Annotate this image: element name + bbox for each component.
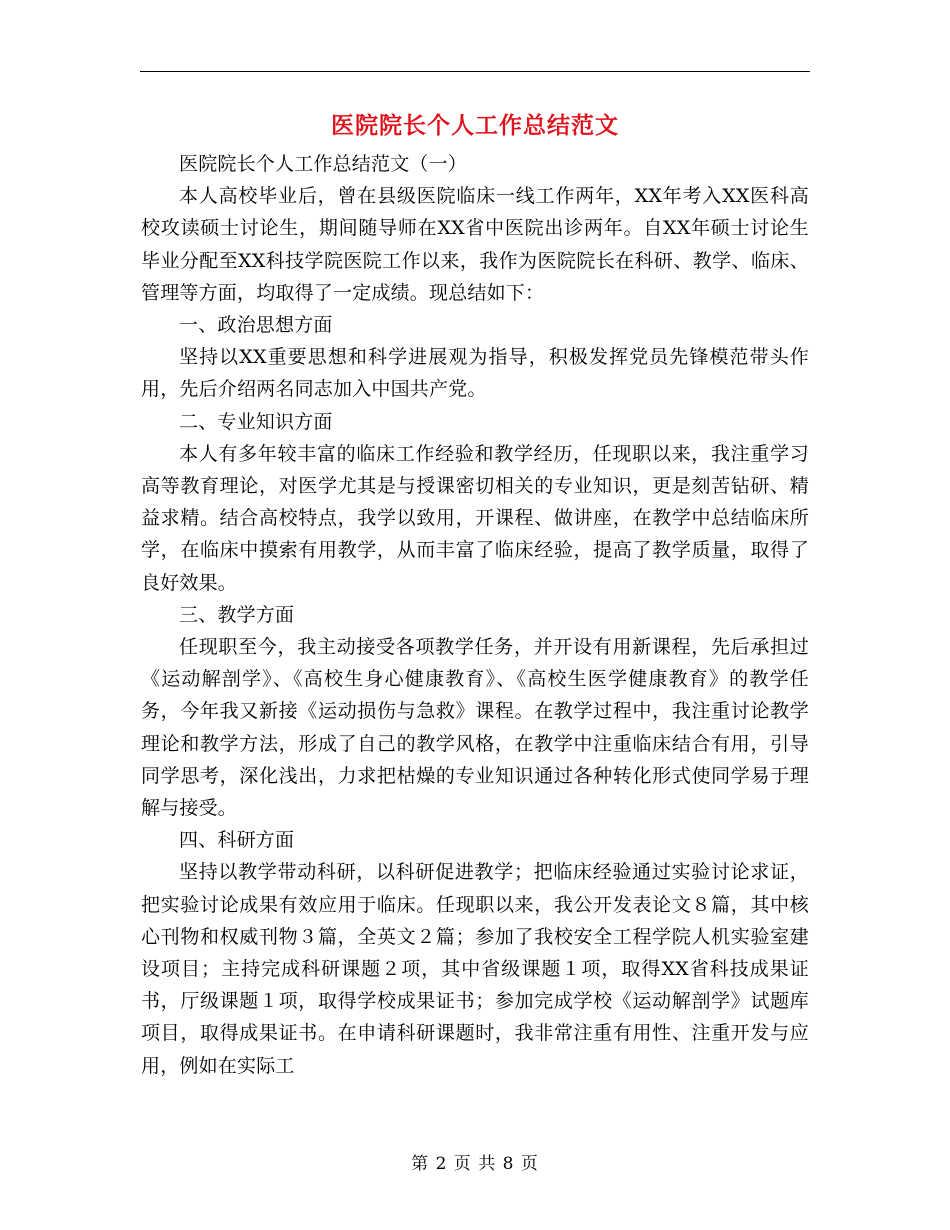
section-heading-teaching: 三、教学方面 (179, 603, 295, 626)
document-title: 医院院长个人工作总结范文 (331, 112, 619, 139)
paragraph-knowledge: 本人有多年较丰富的临床工作经验和教学经历，任现职以来，我注重学习高等教育理论，对医学尤其是与授课密切相关的专业知识，更是刻苦钻研、精益求精。结合高校特点，我学以致用，开课程、做讲座，在教学中总结临床所学，在临床中摸索有用教学，从而丰富了临床经验，提高了教学质量，取得了良好效果。 (141, 442, 809, 594)
paragraph-teaching: 任现职至今，我主动接受各项教学任务，并开设有用新课程，先后承担过《运动解剖学》、《高校生身心健康教育》、《高校生医学健康教育》的教学任务，今年我又新接《运动损伤与急救》课程。在教学过程中，我注重讨论教学理论和教学方法，形成了自己的教学风格，在教学中注重临床结合有用，引导同学思考，深化浅出，力求把枯燥的专业知识通过各种转化形式使同学易于理解与接受。 (141, 636, 809, 820)
section-heading-research: 四、科研方面 (179, 829, 295, 852)
paragraph-research: 坚持以教学带动科研，以科研促进教学；把临床经验通过实验讨论求证，把实验讨论成果有效应用于临床。任现职以来，我公开发表论文８篇，其中核心刊物和权威刊物３篇，全英文２篇；参加了我校安全工程学院人机实验室建设项目；主持完成科研课题２项，其中省级课题１项，取得XX省科技成果证书，厅级课题１项，取得学校成果证书；参加完成学校《运动解剖学》试题库项目，取得成果证书。在申请科研课题时，我非常注重有用性、注重开发与应用，例如在实际工 (141, 861, 809, 1077)
paragraph-subtitle: 医院院长个人工作总结范文（一） (179, 153, 468, 175)
paragraph-intro: 本人高校毕业后，曾在县级医院临床一线工作两年，XX年考入XX医科高校攻读硕士讨论生，期间随导师在XX省中医院出诊两年。自XX年硕士讨论生毕业分配至XX科技学院医院工作以来，我作为医院院长在科研、教学、临床、管理等方面，均取得了一定成绩。现总结如下： (141, 185, 809, 304)
paragraph-politics: 坚持以XX重要思想和科学进展观为指导，积极发挥党员先锋模范带头作用，先后介绍两名同志加入中国共产党。 (141, 346, 809, 401)
section-heading-knowledge: 二、专业知识方面 (179, 410, 333, 433)
header-rule (140, 71, 810, 72)
page-number: 第 2 页 共 8 页 (411, 1154, 539, 1174)
section-heading-politics: 一、政治思想方面 (179, 314, 333, 337)
document-body (141, 148, 809, 1082)
